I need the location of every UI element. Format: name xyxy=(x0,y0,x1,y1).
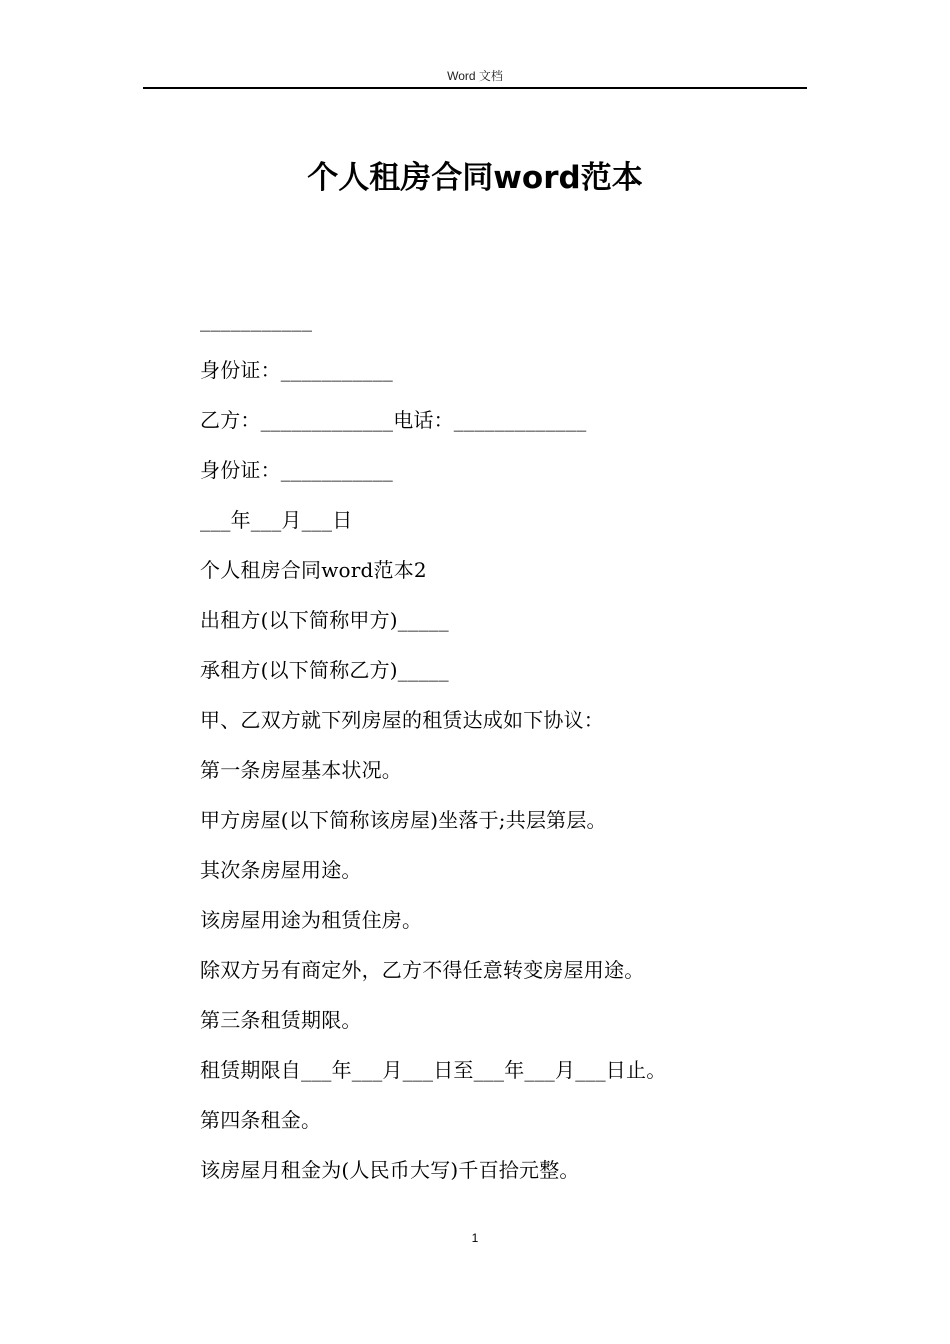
page-header: Word 文档 xyxy=(447,69,503,83)
section-heading: 个人租房合同word范本2 xyxy=(200,558,427,582)
article-2-text-2: 除双方另有商定外，乙方不得任意转变房屋用途。 xyxy=(200,958,645,982)
lessor-line: 出租方(以下简称甲方)_____ xyxy=(200,608,449,632)
article-4-text: 该房屋月租金为(人民币大写)千百拾元整。 xyxy=(200,1158,580,1182)
article-1-text: 甲方房屋(以下简称该房屋)坐落于;共层第层。 xyxy=(200,808,607,832)
page-number: 1 xyxy=(471,1231,479,1245)
header-divider xyxy=(143,87,807,89)
date-line: ___年___月___日 xyxy=(200,508,353,532)
article-2-heading: 其次条房屋用途。 xyxy=(200,858,362,882)
signature-blank-line: ___________ xyxy=(200,308,313,332)
party-a-id-line: 身份证：___________ xyxy=(200,358,393,382)
article-3-text: 租赁期限自___年___月___日至___年___月___日止。 xyxy=(200,1058,667,1082)
article-3-heading: 第三条租赁期限。 xyxy=(200,1008,362,1032)
document-body xyxy=(200,300,800,1200)
agreement-intro: 甲、乙双方就下列房屋的租赁达成如下协议： xyxy=(200,708,604,732)
article-4-heading: 第四条租金。 xyxy=(200,1108,322,1132)
article-1-heading: 第一条房屋基本状况。 xyxy=(200,758,402,782)
document-title: 个人租房合同word范本 xyxy=(307,160,643,196)
party-b-id-line: 身份证：___________ xyxy=(200,458,393,482)
party-b-phone-line: 乙方：_____________电话：_____________ xyxy=(200,408,587,432)
lessee-line: 承租方(以下简称乙方)_____ xyxy=(200,658,449,682)
article-2-text: 该房屋用途为租赁住房。 xyxy=(200,908,423,932)
